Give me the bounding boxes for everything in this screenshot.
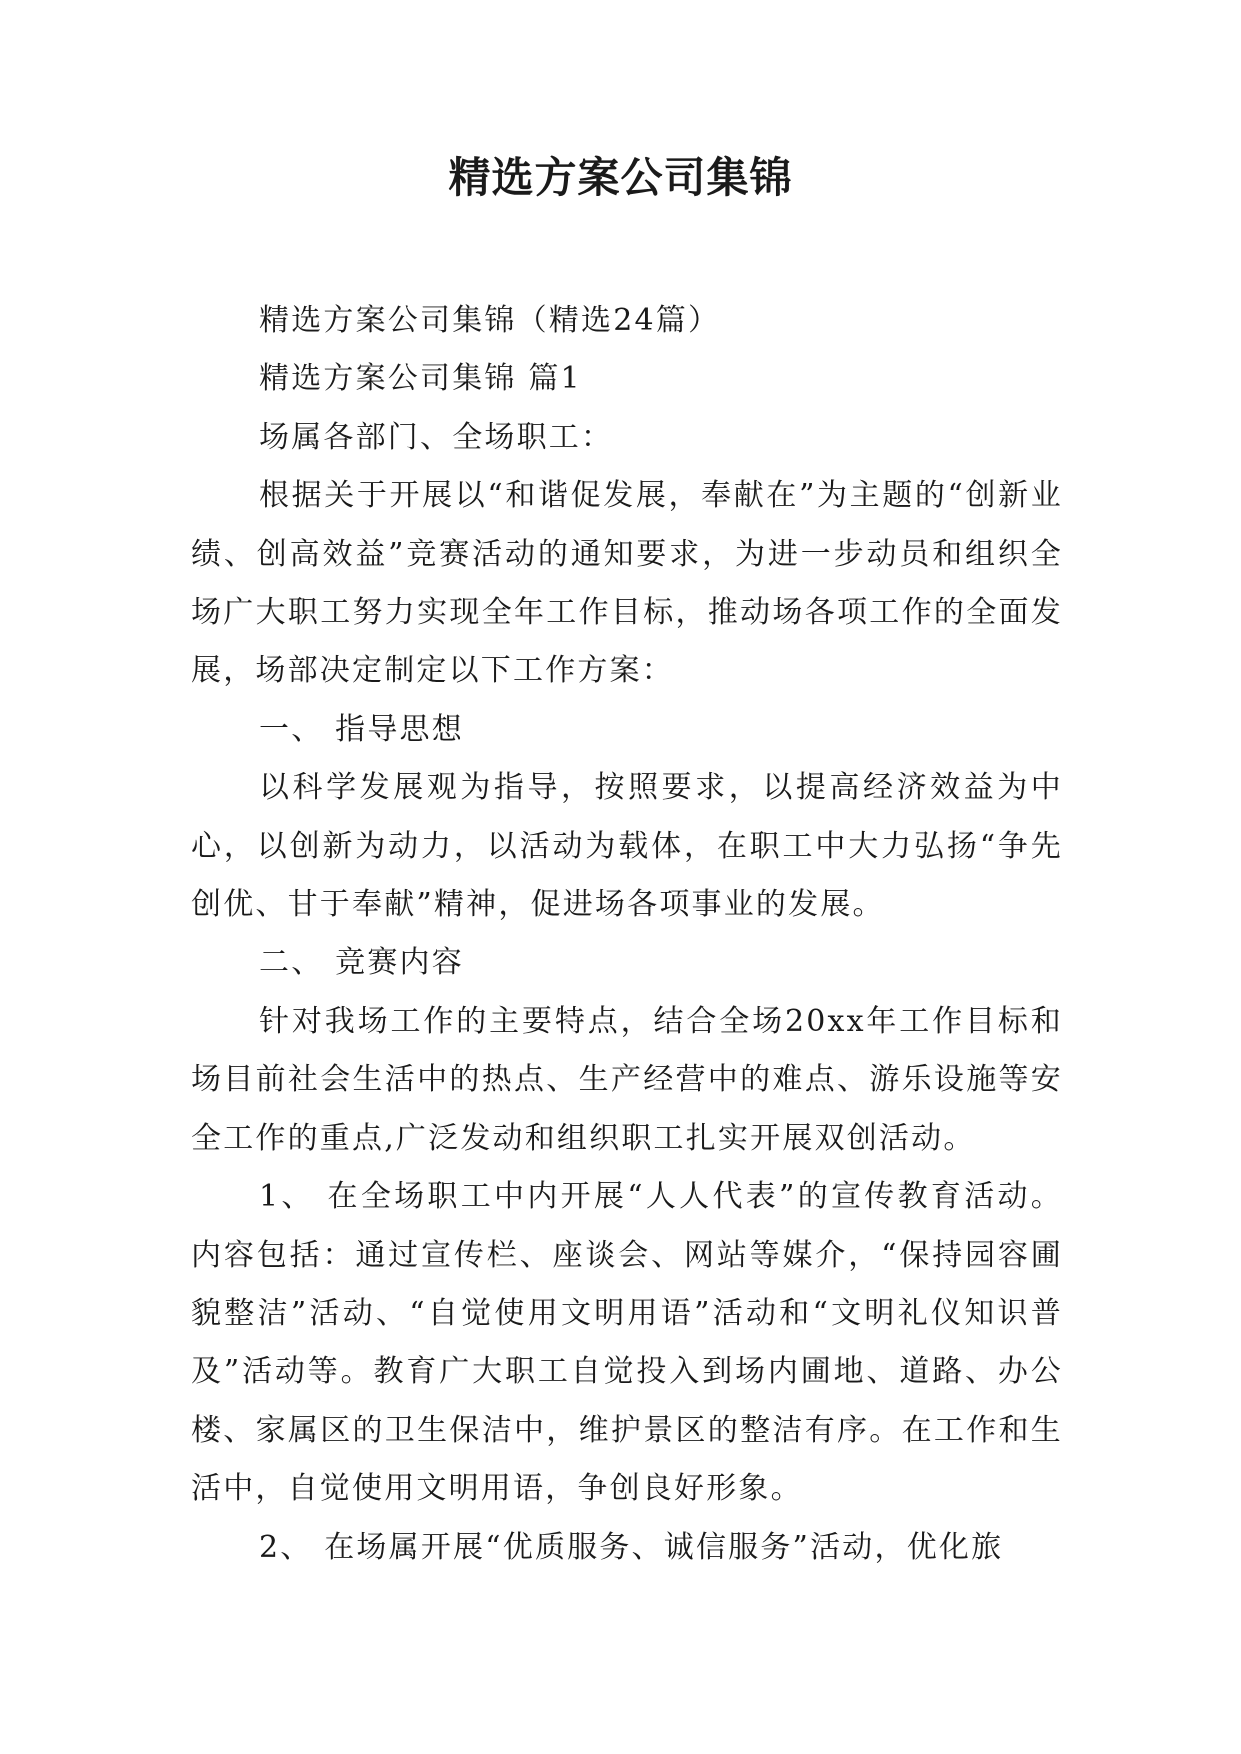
paragraph-intro: 根据关于开展以“和谐促发展，奉献在”为主题的“创新业绩、创高效益”竞赛活动的通知要求，为进一步动员和组织全场广大职工努力实现全年工作目标，推动场各项工作的全面发展，场部决定制定以下工作方案： bbox=[191, 478, 1063, 689]
paragraph-guiding-thought: 以科学发展观为指导，按照要求，以提高经济效益为中心，以创新为动力，以活动为载体，在职工中大力弘扬“争先创优、甘于奉献”精神，促进场各项事业的发展。 bbox=[191, 770, 1063, 923]
paragraph-subtitle: 精选方案公司集锦（精选24篇） bbox=[259, 303, 721, 338]
paragraph-heading-guiding-thought: 一、 指导思想 bbox=[259, 711, 464, 747]
paragraph-salutation: 场属各部门、全场职工： bbox=[259, 419, 614, 455]
paragraph-section-heading: 精选方案公司集锦 篇1 bbox=[259, 361, 582, 397]
paragraph-item-1: 1、 在全场职工中内开展“人人代表”的宣传教育活动。内容包括：通过宣传栏、座谈会、网站等媒介，“保持园容圃貌整洁”活动、“自觉使用文明用语”活动和“文明礼仪知识普及”活动等。教育广大职工自觉投入到场内圃地、道路、办公楼、家属区的卫生保洁中，维护景区的整洁有序。在工作和生活中，自觉使用文明用语，争创良好形象。 bbox=[191, 1179, 1063, 1507]
document-body bbox=[191, 292, 1063, 1577]
paragraph-competition-content: 针对我场工作的主要特点，结合全场20xx年工作目标和场目前社会生活中的热点、生产经营中的难点、游乐设施等安全工作的重点,广泛发动和组织职工扎实开展双创活动。 bbox=[191, 1003, 1063, 1156]
paragraph-heading-competition-content: 二、 竞赛内容 bbox=[259, 945, 464, 981]
paragraph-item-2: 2、 在场属开展“优质服务、诚信服务”活动，优化旅 bbox=[259, 1529, 1004, 1565]
document-title: 精选方案公司集锦 bbox=[448, 153, 793, 202]
